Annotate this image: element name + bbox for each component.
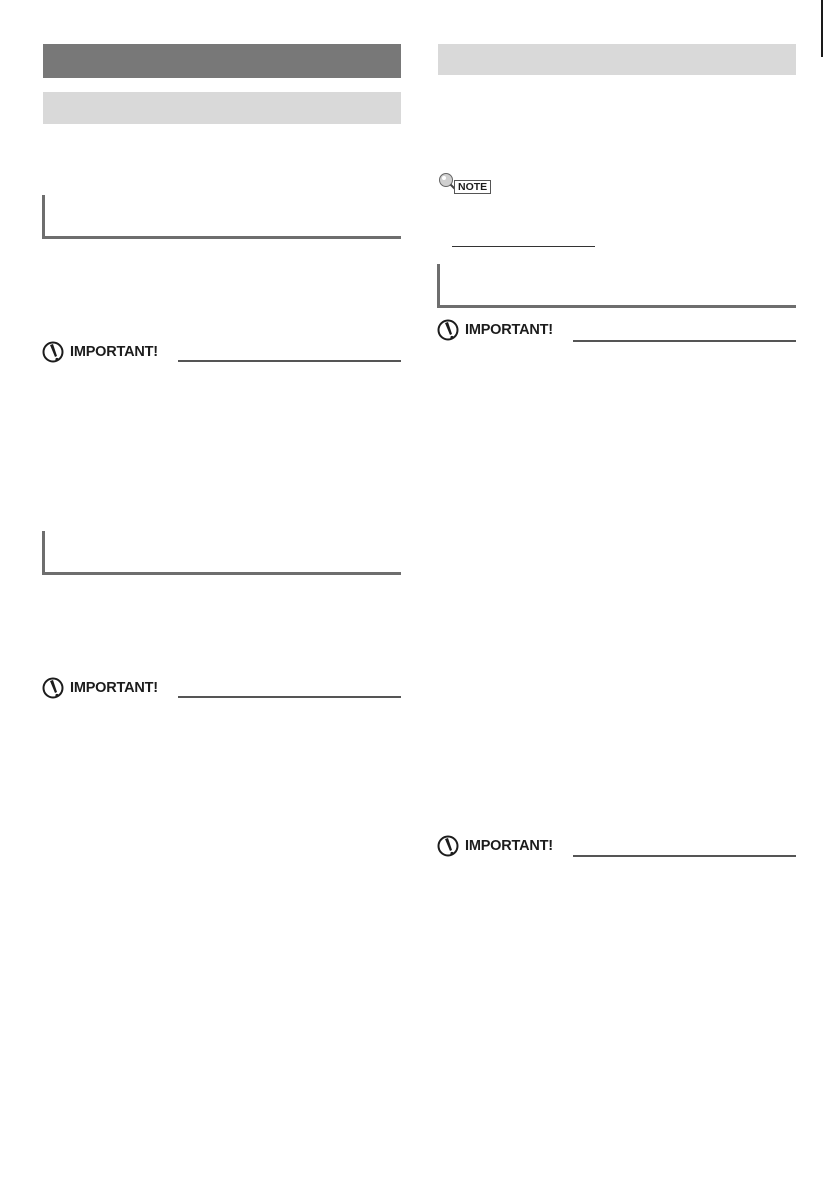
subsection-heading-box [42,195,401,239]
important-label: IMPORTANT! [465,838,553,854]
important-icon [437,318,461,342]
important-icon [42,676,66,700]
important-rule [573,340,796,342]
note-label: NOTE [454,180,491,194]
section-heading-bar [438,44,796,75]
important-rule [573,855,796,857]
important-icon [42,340,66,364]
page-edge-mark [821,0,823,57]
section-heading-bar [43,92,401,124]
important-rule [178,696,401,698]
chapter-heading-bar [43,44,401,78]
subsection-heading-box [437,264,796,308]
important-icon [437,834,461,858]
important-rule [178,360,401,362]
important-label: IMPORTANT! [465,322,553,338]
subsection-heading-box [42,531,401,575]
link-underline[interactable] [452,246,595,247]
important-label: IMPORTANT! [70,680,158,696]
important-label: IMPORTANT! [70,344,158,360]
